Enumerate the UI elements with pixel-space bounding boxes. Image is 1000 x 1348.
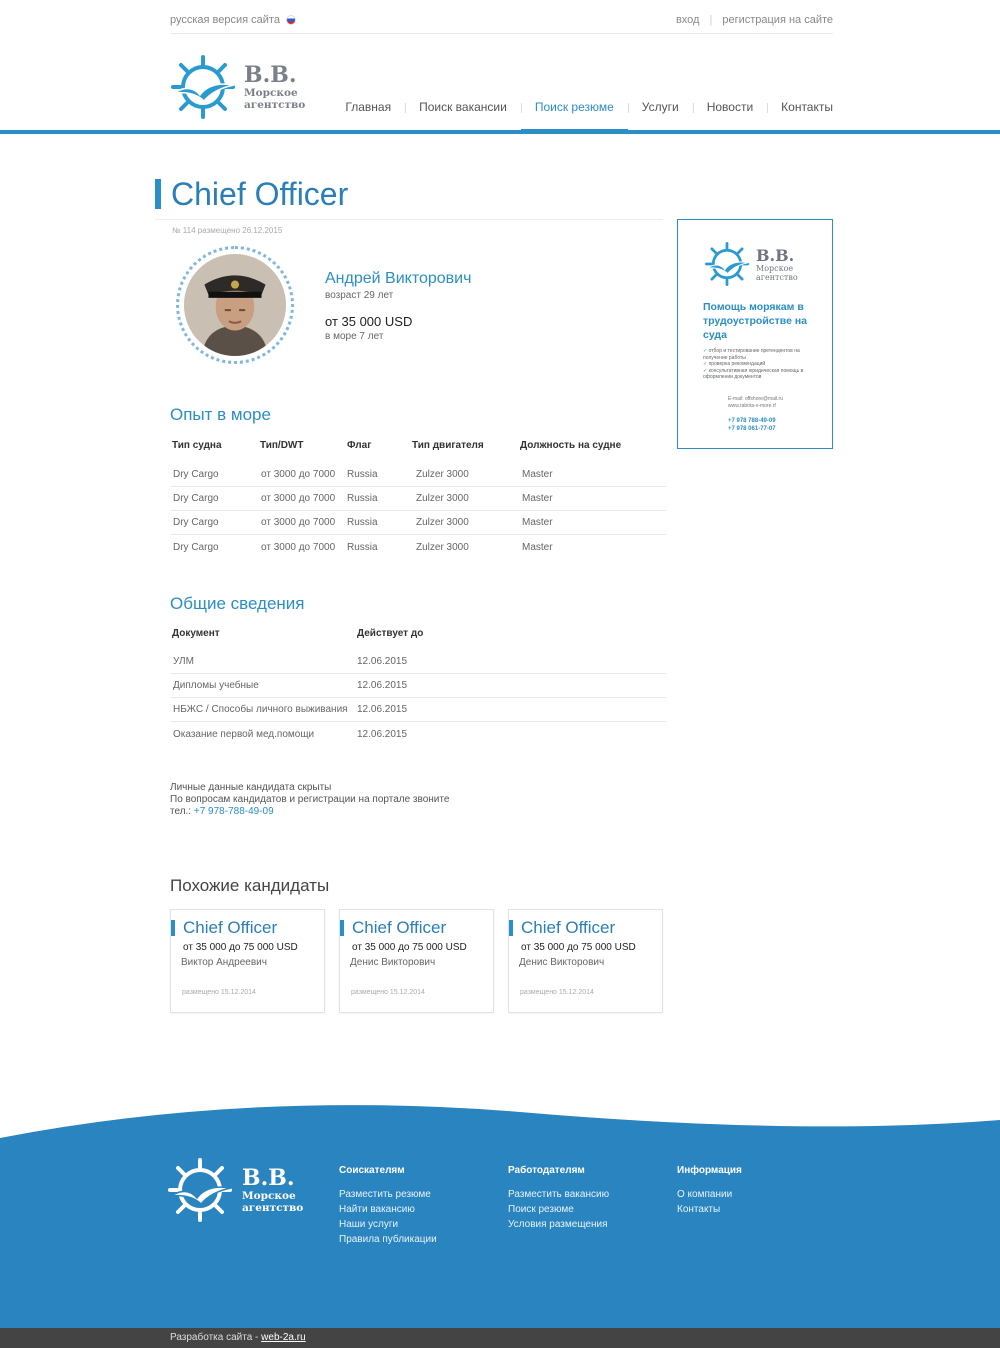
nav-item-resume-search[interactable]: Поиск резюме [521,100,628,132]
banner-logo-text [756,247,798,282]
footer-link[interactable]: О компании [677,1189,733,1200]
footer-column-title: Работодателям [508,1165,585,1176]
candidate-card[interactable] [170,909,325,1013]
table-row [170,487,666,511]
header-accent-line [0,130,1000,134]
banner-logo [704,242,798,286]
table-cell: Dry Cargo [173,517,219,528]
table-cell: Russia [347,541,378,553]
table-cell: Dry Cargo [173,493,219,504]
footer-background [0,1090,1000,1330]
column-header: Документ [172,628,220,639]
page-title [155,174,348,214]
footer-column-title: Информация [677,1165,742,1176]
person-portrait-icon [184,254,286,356]
banner-email: E-mail: offshore@mail.ru [728,396,783,402]
table-cell: УЛМ [173,656,194,667]
footer-logo-subtitle-2: агентство [242,1202,304,1214]
footer-link[interactable]: Разместить вакансию [508,1189,610,1200]
notice-phone-line [170,806,449,818]
table-row [170,463,666,487]
footer-link[interactable]: Контакты [677,1204,721,1215]
card-date: размещено 15.12.2014 [182,989,256,996]
footer-link[interactable]: Условия размещения [508,1219,608,1230]
footer-column-employers [508,1165,609,1234]
footer-column-seekers [339,1165,437,1249]
ad-banner[interactable] [677,219,833,449]
table-cell: Dry Cargo [173,541,219,553]
table-cell: Zulzer 3000 [416,517,469,528]
phone-link[interactable]: +7 978-788-49-09 [193,806,274,817]
banner-site: www.rabota-v-more.rf [728,402,776,409]
banner-phone: +7 978 788-49-09 [728,418,776,424]
table-cell: Zulzer 3000 [416,541,469,553]
table-row [170,511,666,535]
table-cell: Zulzer 3000 [416,469,469,480]
table-header [170,628,666,648]
banner-logo-title: В.В. [756,245,795,265]
banner-list [703,348,818,381]
page-title-text: Chief Officer [171,175,349,212]
candidate-card[interactable] [508,909,663,1013]
table-cell: Russia [347,469,378,480]
card-salary: от 35 000 до 75 000 USD [521,942,636,953]
candidate-card[interactable] [339,909,494,1013]
russia-flag-icon[interactable] [286,15,296,25]
documents-section-title: Общие сведения [170,594,305,613]
logo-subtitle-2: агентство [244,99,306,111]
card-title-text[interactable]: Chief Officer [183,918,278,937]
developer-link[interactable]: web-2a.ru [261,1332,306,1343]
footer-logo-title: В.В. [242,1165,295,1191]
site-logo[interactable] [170,52,310,122]
logo-text [244,63,305,111]
card-date: размещено 15.12.2014 [351,989,425,996]
card-salary: от 35 000 до 75 000 USD [352,942,467,953]
table-cell: от 3000 до 7000 [261,493,336,504]
card-salary: от 35 000 до 75 000 USD [183,942,298,953]
table-row [170,650,666,674]
card-title [509,918,662,938]
table-cell: Master [522,469,553,480]
footer-link[interactable]: Наши услуги [339,1219,399,1230]
card-name: Денис Викторович [350,957,436,968]
title-accent-bar [155,179,161,209]
table-cell: Master [522,493,553,504]
footer-link[interactable]: Разместить резюме [339,1189,431,1200]
divider [170,33,833,34]
ships-wheel-seagull-icon [166,1158,234,1222]
footer-logo[interactable] [166,1158,303,1222]
nav-item-home[interactable]: Главная [345,100,392,114]
banner-phone: +7 978 061-77-07 [728,425,776,432]
banner-list-item: ✓ отбор и тестирование претендентов на получение работы [703,348,818,361]
column-header: Тип/DWT [260,440,304,451]
banner-phones [728,418,776,433]
footer-link[interactable]: Поиск резюме [508,1204,574,1215]
logo-title: В.В. [244,62,297,88]
table-cell: Zulzer 3000 [416,493,469,504]
table-cell: 12.06.2015 [357,728,408,740]
language-switch[interactable] [170,14,296,26]
card-title [340,918,493,938]
documents-table [170,628,666,746]
nav-item-services[interactable]: Услуги [628,100,693,132]
language-label[interactable]: русская версия сайта [170,14,280,26]
card-date: размещено 15.12.2014 [520,989,594,996]
table-row [170,722,666,746]
banner-headline: Помощь морякам в трудоустройстве на суда [703,301,808,341]
table-cell: от 3000 до 7000 [261,469,336,480]
ships-wheel-seagull-icon [170,55,236,119]
developer-credit [170,1332,306,1343]
column-header: Тип двигателя [412,440,484,451]
table-cell: Оказание первой мед.помощи [173,728,315,740]
nav-item-news[interactable]: Новости [693,100,767,132]
footer-logo-text [242,1166,303,1214]
table-cell: Russia [347,517,378,528]
card-accent-bar [340,920,344,936]
banner-contacts [728,396,783,409]
table-row [170,698,666,722]
candidate-info [325,270,471,342]
main-nav [331,100,833,132]
table-row [170,674,666,698]
column-header: Должность на судне [520,440,622,451]
card-accent-bar [171,920,175,936]
phone-prefix: тел.: [170,806,194,817]
table-header [170,440,666,460]
table-cell: 12.06.2015 [357,680,408,691]
nav-item-contacts[interactable]: Контакты [767,100,833,132]
card-title-text[interactable]: Chief Officer [521,918,616,937]
table-cell: Master [522,541,553,553]
avatar-photo [184,254,286,356]
experience-section-title: Опыт в море [170,405,271,424]
experience-table [170,440,666,559]
card-accent-bar [509,920,513,936]
nav-item-vacancy-search[interactable]: Поиск вакансии [405,100,521,132]
table-cell: Dry Cargo [173,469,219,480]
notice-line: Личные данные кандидата скрыты [170,782,332,793]
table-cell: Master [522,517,553,528]
table-cell: от 3000 до 7000 [261,517,336,528]
candidate-name: Андрей Викторович [325,270,472,287]
column-header: Действует до [357,628,424,639]
table-cell: 12.06.2015 [357,656,408,667]
card-name: Денис Викторович [519,957,605,968]
table-cell: от 3000 до 7000 [261,541,336,553]
footer-link[interactable]: Правила публикации [339,1234,437,1245]
bottom-bar [0,1328,1000,1348]
banner-logo-subtitle-1: Морское [756,263,794,273]
table-cell: НБЖС / Способы личного выживания [173,704,348,715]
candidate-sea-experience: в море 7 лет [325,331,384,342]
divider [155,219,663,220]
candidate-salary: от 35 000 USD [325,314,413,329]
logo-subtitle-1: Морское [244,87,298,99]
login-link[interactable]: вход [675,14,700,26]
divider: | [709,14,713,26]
banner-logo-subtitle-2: агентство [756,272,798,282]
footer-column-info [677,1165,742,1219]
register-link[interactable]: регистрация на сайте [722,14,833,26]
avatar [176,246,294,364]
top-bar [170,14,833,34]
card-title-text[interactable]: Chief Officer [352,918,447,937]
column-header: Флаг [347,440,372,451]
banner-list-item: ✓ проверка рекомендаций [703,361,818,368]
resume-meta: № 114 размещено 26.12.2015 [172,226,283,235]
candidate-age: возраст 29 лет [325,290,394,301]
footer-logo-subtitle-1: Морское [242,1190,296,1202]
table-row [170,535,666,559]
card-name: Виктор Андреевич [181,957,267,968]
notice-line: По вопросам кандидатов и регистрации на портале звоните [170,794,450,805]
footer-link[interactable]: Найти вакансию [339,1204,415,1215]
table-cell: 12.06.2015 [357,704,408,715]
footer-column-title: Соискателям [339,1165,405,1176]
ships-wheel-seagull-icon [704,242,750,286]
card-title [171,918,324,938]
developer-label: Разработка сайта - [170,1332,262,1343]
similar-candidates-title: Похожие кандидаты [170,876,330,895]
table-cell: Дипломы учебные [173,680,259,691]
banner-list-item: ✓ консультативная юридическая помощь в оформлении документов [703,368,818,381]
column-header: Тип судна [172,440,222,451]
table-cell: Russia [347,493,378,504]
contact-notice [170,782,449,818]
auth-links [676,14,833,26]
